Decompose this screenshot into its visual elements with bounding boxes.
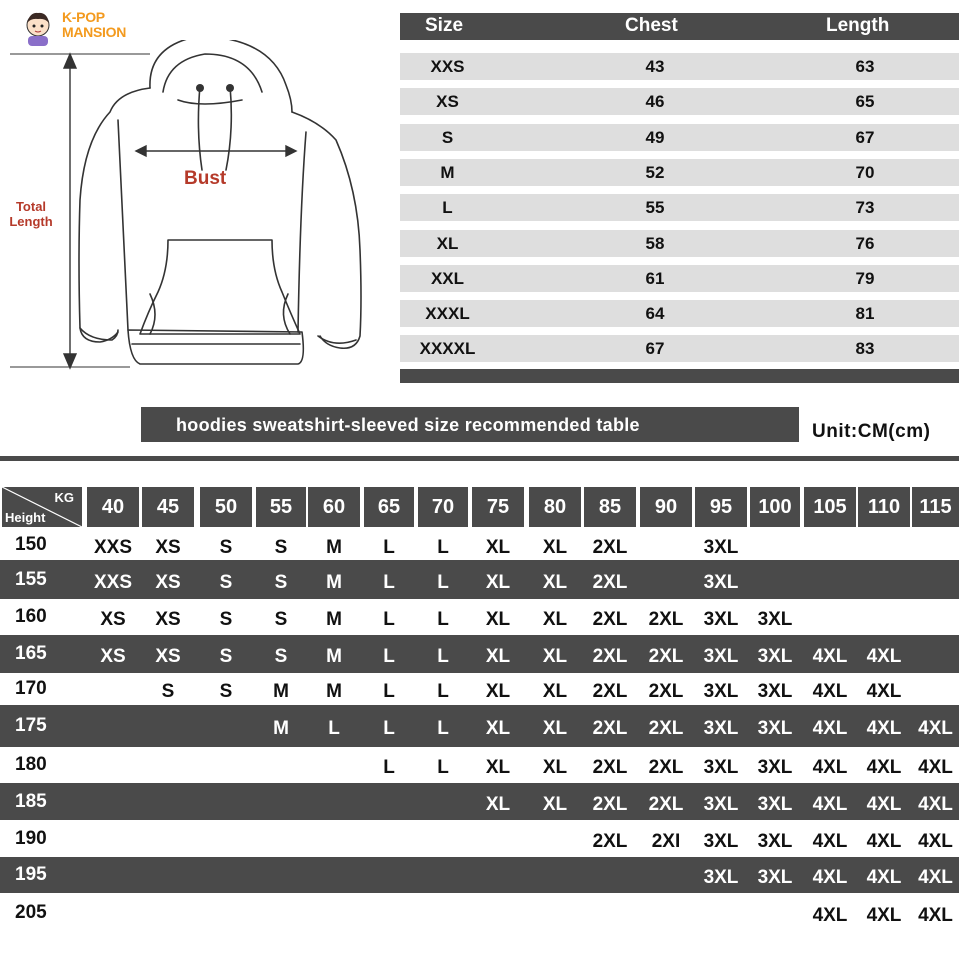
height-cell: 190: [15, 827, 47, 849]
weight-header-cell: 100: [750, 487, 800, 527]
size-recommendation-cell: 4XL: [866, 681, 902, 702]
size-recommendation-cell: M: [326, 537, 342, 558]
size-recommendation-cell: 3XL: [757, 718, 793, 739]
size-chart-row: [400, 194, 959, 221]
size-recommendation-cell: 4XL: [812, 646, 848, 667]
weight-header-cell: 60: [308, 487, 360, 527]
size-recommendation-cell: XL: [485, 609, 511, 630]
size-chart-header: [400, 13, 959, 40]
size-recommendation-cell: 4XL: [866, 757, 902, 778]
size-chart-row: [400, 265, 959, 292]
size-recommendation-cell: XL: [485, 646, 511, 667]
chest-cell: 55: [645, 198, 665, 218]
size-recommendation-cell: M: [326, 681, 342, 702]
size-recommendation-cell: XL: [542, 571, 568, 593]
recommend-row: [0, 893, 959, 933]
size-recommendation-cell: XL: [485, 793, 511, 815]
size-recommendation-cell: S: [274, 646, 288, 667]
recommend-row: [0, 857, 959, 893]
size-chart-row: [400, 159, 959, 186]
size-recommendation-cell: 2XL: [592, 681, 628, 702]
size-recommendation-cell: 3XL: [703, 609, 739, 630]
size-recommendation-cell: XXS: [93, 571, 133, 593]
size-recommendation-cell: L: [437, 718, 449, 739]
weight-header-cell: 65: [364, 487, 414, 527]
height-cell: 165: [15, 643, 47, 664]
size-chart-footer: [400, 369, 959, 383]
size-recommendation-cell: S: [274, 609, 288, 630]
size-recommendation-cell: 3XL: [703, 793, 739, 815]
size-recommendation-cell: XS: [155, 571, 181, 593]
size-recommendation-cell: 4XL: [812, 718, 848, 739]
size-recommendation-cell: 3XL: [757, 681, 793, 702]
size-recommendation-cell: S: [161, 681, 175, 702]
chest-cell: 52: [645, 162, 665, 182]
chest-header: Chest: [625, 15, 678, 36]
size-recommendation-cell: 3XL: [757, 793, 793, 815]
size-recommendation-cell: L: [437, 609, 449, 630]
weight-header-cell: 95: [695, 487, 747, 527]
size-recommendation-cell: L: [383, 646, 395, 667]
size-recommendation-cell: 4XL: [918, 905, 953, 926]
size-recommendation-cell: XS: [155, 609, 181, 630]
hoodie-diagram: [0, 40, 400, 380]
size-recommendation-cell: 4XL: [866, 646, 902, 667]
height-cell: 180: [15, 754, 47, 775]
size-recommendation-cell: M: [273, 718, 289, 739]
table-title-bar: [141, 407, 799, 442]
size-recommendation-cell: 3XL: [757, 757, 793, 778]
size-recommendation-cell: XS: [100, 646, 126, 667]
unit-label: Unit:CM(cm): [812, 421, 931, 442]
size-recommendation-cell: L: [383, 571, 395, 593]
size-recommendation-cell: 2XL: [592, 646, 628, 667]
size-recommendation-cell: XS: [155, 537, 181, 558]
length-cell: 76: [855, 233, 875, 253]
size-recommendation-cell: S: [274, 537, 288, 558]
size-recommendation-cell: L: [437, 757, 449, 778]
size-recommendation-cell: 4XL: [812, 867, 848, 888]
height-cell: 185: [15, 790, 47, 812]
recommend-row: [0, 747, 959, 783]
size-cell: XXS: [430, 57, 465, 76]
chest-cell: 49: [645, 127, 665, 147]
size-cell: XXXL: [425, 304, 470, 324]
weight-header-cell: 75: [472, 487, 524, 527]
size-recommendation-cell: 2XI: [651, 830, 681, 852]
chest-cell: 58: [645, 233, 665, 253]
length-cell: 67: [855, 127, 875, 147]
chest-cell: 61: [645, 268, 665, 288]
size-chart-row: [400, 53, 959, 80]
size-recommendation-cell: M: [326, 609, 342, 630]
chest-cell: 46: [645, 92, 665, 112]
weight-header-cell: 90: [640, 487, 692, 527]
weight-header-cell: 50: [200, 487, 252, 527]
size-recommendation-cell: L: [437, 681, 449, 702]
weight-header-cell: 85: [584, 487, 636, 527]
recommend-row: [0, 599, 959, 635]
size-recommendation-cell: 4XL: [866, 867, 902, 888]
size-recommendation-cell: 2XL: [648, 646, 684, 667]
weight-header-cell: 45: [142, 487, 194, 527]
size-recommendation-cell: 4XL: [866, 793, 902, 815]
size-recommendation-cell: XL: [485, 571, 511, 593]
size-recommendation-cell: S: [219, 609, 233, 630]
size-recommendation-cell: XL: [485, 718, 511, 739]
chest-cell: 43: [645, 57, 665, 76]
size-recommendation-cell: XL: [485, 681, 511, 702]
length-cell: 73: [855, 198, 875, 218]
length-header: Length: [826, 15, 890, 36]
size-recommendation-cell: 3XL: [703, 867, 739, 888]
weight-header-cell: 80: [529, 487, 581, 527]
size-recommendation-cell: 2XL: [592, 830, 628, 852]
table-corner: [2, 487, 82, 527]
size-recommendation-cell: 3XL: [757, 646, 793, 667]
size-chart-row: [400, 230, 959, 257]
size-cell: XXL: [430, 268, 465, 288]
length-cell: 63: [855, 57, 875, 76]
length-cell: 79: [855, 268, 875, 288]
weight-header-cell: 70: [418, 487, 468, 527]
size-recommendation-cell: 4XL: [812, 905, 848, 926]
size-recommendation-cell: 4XL: [918, 793, 953, 815]
size-recommendation-cell: 2XL: [648, 681, 684, 702]
size-recommendation-cell: 4XL: [866, 718, 902, 739]
size-recommendation-cell: 3XL: [703, 646, 739, 667]
size-recommendation-cell: 3XL: [757, 830, 793, 852]
size-recommendation-cell: M: [273, 681, 289, 702]
size-recommendation-cell: 3XL: [757, 867, 793, 888]
size-recommendation-cell: 2XL: [592, 793, 628, 815]
size-recommendation-cell: XXS: [93, 537, 133, 558]
size-recommendation-cell: S: [219, 681, 233, 702]
size-recommendation-cell: 3XL: [703, 757, 739, 778]
corner-height: Height: [5, 510, 46, 525]
size-recommendation-cell: 3XL: [703, 571, 739, 593]
size-chart-row: [400, 88, 959, 115]
recommend-row: [0, 820, 959, 857]
size-recommendation-cell: 3XL: [703, 681, 739, 702]
length-cell: 81: [855, 304, 875, 324]
weight-header-cell: 115: [912, 487, 959, 527]
size-chart-row: [400, 300, 959, 327]
size-recommendation-cell: 2XL: [648, 757, 684, 778]
size-recommendation-cell: 2XL: [648, 718, 684, 739]
size-recommendation-cell: L: [328, 718, 340, 739]
size-recommendation-cell: XL: [485, 757, 511, 778]
corner-kg: KG: [54, 490, 74, 505]
recommend-row: [0, 635, 959, 673]
size-cell: XS: [436, 92, 459, 112]
brand-name: K-POP MANSION: [62, 9, 127, 40]
size-recommendation-cell: S: [219, 646, 233, 667]
size-recommendation-cell: 2XL: [648, 793, 684, 815]
size-cell: XL: [436, 233, 459, 253]
size-recommendation-cell: L: [437, 571, 449, 593]
weight-header-cell: 55: [256, 487, 306, 527]
size-recommendation-cell: 2XL: [592, 609, 628, 630]
size-recommendation-cell: XL: [542, 718, 568, 739]
chest-cell: 67: [645, 339, 665, 359]
height-cell: 155: [15, 568, 47, 590]
size-recommendation-cell: 4XL: [866, 905, 902, 926]
size-recommendation-cell: L: [383, 537, 395, 558]
size-recommendation-cell: L: [383, 718, 395, 739]
size-recommendation-cell: 4XL: [918, 718, 953, 739]
size-recommendation-cell: L: [437, 537, 449, 558]
size-recommendation-cell: XS: [155, 646, 181, 667]
size-recommendation-cell: S: [219, 537, 233, 558]
size-recommendation-cell: XL: [542, 646, 568, 667]
size-header: Size: [425, 15, 464, 36]
height-cell: 170: [15, 678, 47, 699]
size-recommendation-cell: XL: [485, 537, 511, 558]
chest-cell: 64: [645, 304, 665, 324]
height-cell: 160: [15, 606, 47, 627]
recommend-row: [0, 705, 959, 747]
recommend-row: [0, 530, 959, 560]
size-recommendation-cell: 4XL: [866, 830, 902, 852]
size-cell: S: [441, 127, 454, 147]
size-recommendation-cell: 2XL: [592, 757, 628, 778]
bust-label: Bust: [184, 168, 227, 189]
size-recommendation-cell: M: [326, 646, 342, 667]
recommend-row: [0, 783, 959, 820]
size-recommendation-cell: L: [383, 609, 395, 630]
size-cell: M: [440, 162, 455, 182]
table-title: hoodies sweatshirt-sleeved size recommended table: [176, 415, 640, 435]
weight-header-cell: 40: [87, 487, 139, 527]
size-recommendation-cell: 3XL: [703, 537, 739, 558]
size-recommendation-cell: 4XL: [918, 830, 953, 852]
size-cell: L: [442, 198, 453, 218]
size-recommendation-cell: XL: [542, 537, 568, 558]
size-recommendation-cell: XL: [542, 609, 568, 630]
size-recommendation-cell: 3XL: [703, 718, 739, 739]
size-recommendation-cell: 2XL: [592, 537, 628, 558]
size-recommendation-cell: XL: [542, 793, 568, 815]
size-recommendation-cell: 3XL: [703, 830, 739, 852]
size-recommendation-cell: 4XL: [812, 681, 848, 702]
size-recommendation-cell: L: [437, 646, 449, 667]
length-cell: 65: [855, 92, 875, 112]
size-recommendation-cell: 4XL: [812, 793, 848, 815]
size-recommendation-cell: 4XL: [812, 757, 848, 778]
size-recommendation-cell: 3XL: [757, 609, 793, 630]
weight-header-cell: 110: [858, 487, 910, 527]
total-length-label: Total Length: [9, 199, 53, 229]
size-recommendation-cell: XS: [100, 609, 126, 630]
size-recommendation-cell: XL: [542, 757, 568, 778]
size-chart: [400, 13, 959, 359]
height-cell: 195: [15, 864, 47, 885]
size-recommendation-cell: 2XL: [592, 718, 628, 739]
height-cell: 150: [15, 534, 47, 555]
recommend-row: [0, 673, 959, 705]
size-recommendation-cell: M: [326, 571, 342, 593]
size-recommendation-cell: 4XL: [918, 867, 953, 888]
size-recommendation-cell: 2XL: [648, 609, 684, 630]
size-recommendation-cell: 4XL: [812, 830, 848, 852]
size-recommendation-cell: L: [383, 681, 395, 702]
height-cell: 175: [15, 715, 47, 736]
size-chart-row: [400, 335, 959, 362]
height-cell: 205: [15, 902, 47, 923]
weight-header-cell: 105: [804, 487, 856, 527]
size-recommendation-cell: S: [219, 571, 233, 593]
size-recommendation-cell: L: [383, 757, 395, 778]
size-cell: XXXXL: [419, 339, 476, 359]
length-cell: 70: [855, 162, 875, 182]
size-recommendation-cell: S: [274, 571, 288, 593]
size-recommendation-cell: 2XL: [592, 571, 628, 593]
size-recommendation-cell: XL: [542, 681, 568, 702]
recommend-row: [0, 560, 959, 599]
length-cell: 83: [855, 339, 875, 359]
size-recommendation-cell: 4XL: [918, 757, 953, 778]
divider: [0, 456, 959, 461]
size-chart-row: [400, 124, 959, 151]
